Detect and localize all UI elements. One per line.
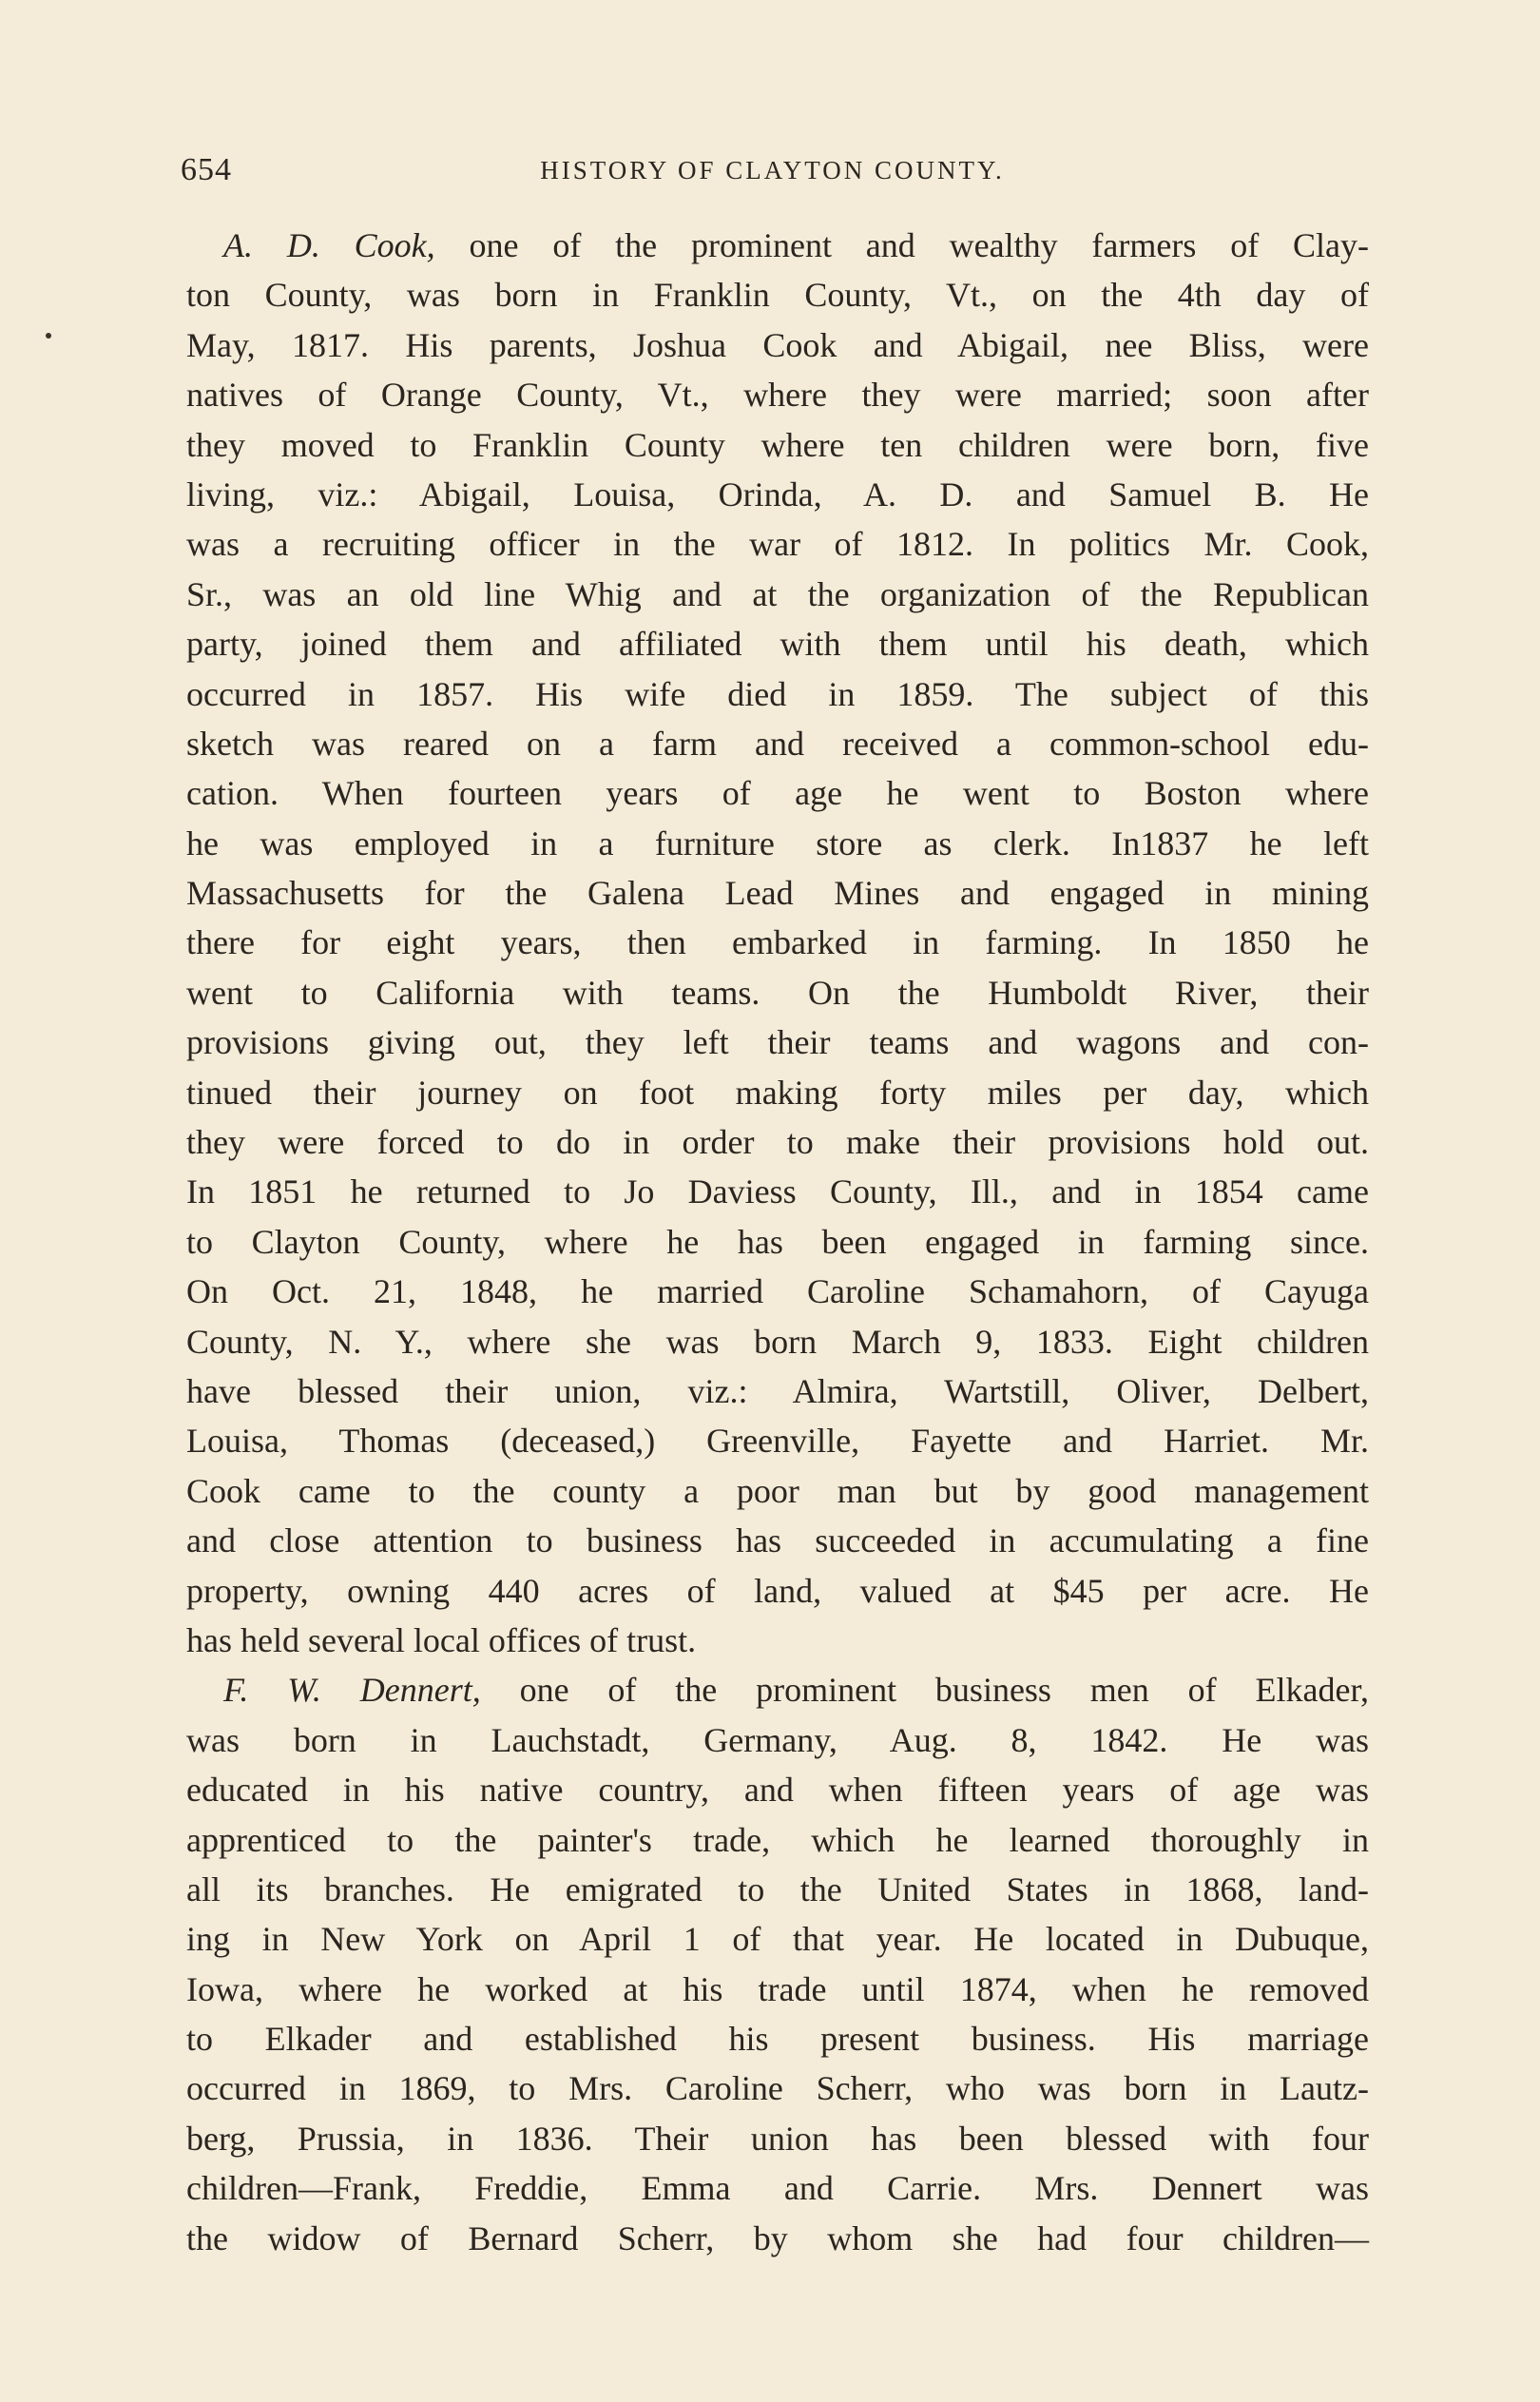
text-line: property, owning 440 acres of land, valued at $45 per acre. He	[186, 1571, 1369, 1610]
text-line: he was employed in a furniture store as clerk. In1837 he left	[186, 823, 1369, 862]
text-line: educated in his native country, and when fifteen years of age was	[186, 1771, 1369, 1810]
text-line: to Clayton County, where he has been engaged in farming since.	[186, 1222, 1369, 1261]
text-line: On Oct. 21, 1848, he married Caroline Schamahorn, of Cayuga	[186, 1272, 1369, 1311]
page-number: 654	[181, 152, 232, 187]
text-line: tinued their journey on foot making forty miles per day, which	[186, 1073, 1369, 1112]
text-line: was a recruiting officer in the war of 1812. In politics Mr. Cook,	[186, 525, 1369, 564]
text-line: Louisa, Thomas (deceased,) Greenville, Fayette and Harriet. Mr.	[186, 1422, 1369, 1461]
text-line: was born in Lauchstadt, Germany, Aug. 8, 1842. He was	[186, 1720, 1369, 1759]
text-line: went to California with teams. On the Humboldt River, their	[186, 973, 1369, 1012]
text-line: ton County, was born in Franklin County, Vt., on the 4th day of	[186, 276, 1369, 315]
text-line: apprenticed to the painter's trade, which he learned thoroughly in	[186, 1820, 1369, 1859]
text-line: Iowa, where he worked at his trade until 1874, when he removed	[186, 1969, 1369, 2008]
text-line: they were forced to do in order to make their provisions hold out.	[186, 1123, 1369, 1162]
text-line: the widow of Bernard Scherr, by whom she had four children—	[186, 2218, 1369, 2257]
text-line: occurred in 1857. His wife died in 1859. The subject of this	[186, 674, 1369, 713]
text-line: berg, Prussia, in 1836. Their union has been blessed with four	[186, 2119, 1369, 2158]
text-line: has held several local offices of trust.	[186, 1620, 697, 1659]
text-line: May, 1817. His parents, Joshua Cook and Abigail, nee Bliss, were	[186, 325, 1369, 364]
text-line: County, N. Y., where she was born March 9, 1833. Eight children	[186, 1322, 1369, 1361]
text-line: Cook came to the county a poor man but by good management	[186, 1471, 1369, 1510]
text-line: children—Frank, Freddie, Emma and Carrie. Mrs. Dennert was	[186, 2169, 1369, 2208]
text-line: sketch was reared on a farm and received a common-school edu-	[186, 724, 1369, 763]
running-head: HISTORY OF CLAYTON COUNTY.	[540, 156, 1005, 184]
text-line: Sr., was an old line Whig and at the organization of the Republican	[186, 574, 1369, 613]
text-line: have blessed their union, viz.: Almira, Wartstill, Oliver, Delbert,	[186, 1371, 1369, 1410]
text-line: occurred in 1869, to Mrs. Caroline Scherr, who was born in Lautz-	[186, 2069, 1369, 2108]
text-line: party, joined them and affiliated with them until his death, which	[186, 625, 1369, 664]
entry-name: A. D. Cook,	[223, 226, 435, 264]
text-line: A. D. Cook, one of the prominent and wealthy farmers of Clay-	[223, 226, 1369, 264]
text-line: and close attention to business has succeeded in accumulating a fine	[186, 1521, 1369, 1560]
text-line: there for eight years, then embarked in farming. In 1850 he	[186, 923, 1369, 962]
entry-name: F. W. Dennert,	[223, 1671, 481, 1710]
text-line: natives of Orange County, Vt., where they were married; soon after	[186, 376, 1369, 415]
text-line: ing in New York on April 1 of that year. He located in Dubuque,	[186, 1920, 1369, 1959]
text-line: to Elkader and established his present business. His marriage	[186, 2020, 1369, 2059]
text-line: provisions giving out, they left their teams and wagons and con-	[186, 1023, 1369, 1062]
page-header	[181, 152, 1364, 198]
text-line: all its branches. He emigrated to the United States in 1868, land-	[186, 1869, 1369, 1908]
body-text	[186, 221, 1369, 2263]
text-line: Massachusetts for the Galena Lead Mines and engaged in mining	[186, 874, 1369, 913]
text-line: cation. When fourteen years of age he went to Boston where	[186, 774, 1369, 813]
text-line: In 1851 he returned to Jo Daviess County, Ill., and in 1854 came	[186, 1172, 1369, 1211]
margin-mark	[46, 333, 51, 339]
text-line: F. W. Dennert, one of the prominent business men of Elkader,	[223, 1671, 1369, 1710]
text-line: living, viz.: Abigail, Louisa, Orinda, A. D. and Samuel B. He	[186, 475, 1369, 513]
text-line: they moved to Franklin County where ten children were born, five	[186, 425, 1369, 464]
